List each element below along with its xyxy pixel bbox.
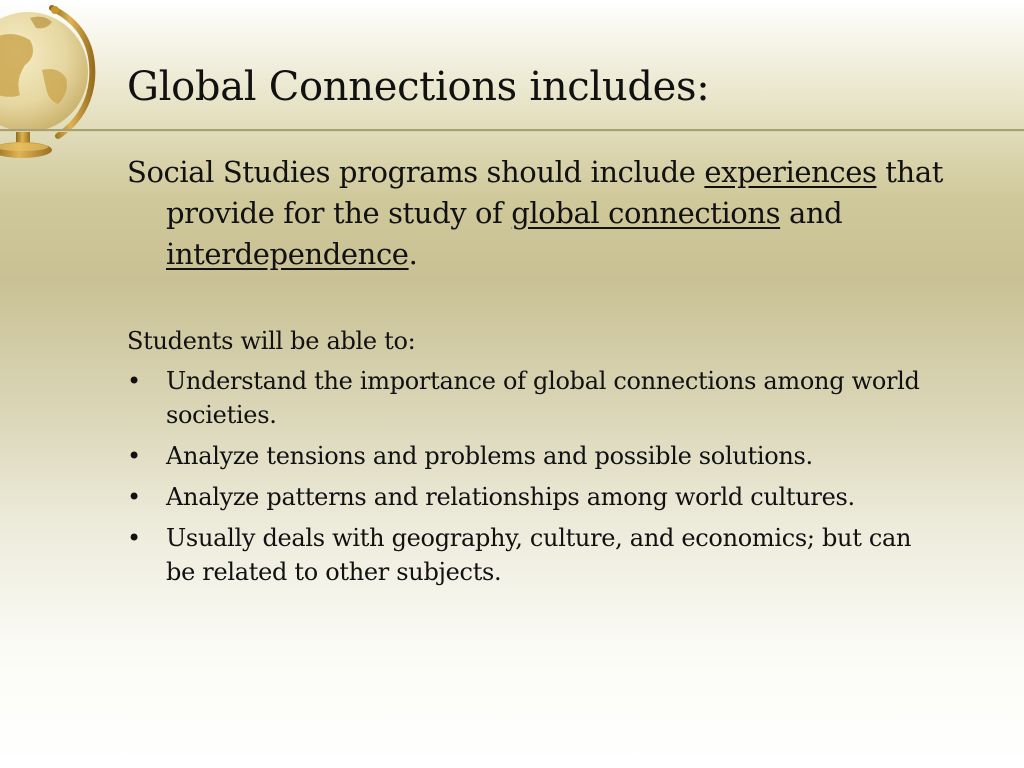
bullet-text: Analyze tensions and problems and possible solutions.: [166, 442, 813, 470]
bullet-text: Analyze patterns and relationships among world cultures.: [166, 483, 855, 511]
bullet-item: [127, 521, 947, 589]
intro-text-4: .: [408, 237, 418, 271]
title-divider-highlight: [0, 131, 1024, 132]
bullet-marker: •: [127, 524, 141, 552]
intro-text-3: and: [780, 196, 843, 230]
intro-text-2: that provide for the study of: [166, 155, 943, 230]
slide-title: Global Connections includes:: [127, 64, 710, 110]
bullet-text: Understand the importance of global connections among world societies.: [166, 367, 920, 429]
bullet-item: [127, 480, 947, 514]
bullet-item: [127, 439, 947, 473]
bullet-marker: •: [127, 442, 141, 470]
intro-text-1: Social Studies programs should include: [127, 155, 705, 189]
underlined-term-experiences: experiences: [704, 155, 877, 189]
bullet-marker: •: [127, 483, 141, 511]
bullet-marker: •: [127, 367, 141, 395]
bullet-list: [127, 364, 947, 596]
underlined-term-global-connections: global connections: [511, 196, 781, 230]
subheading: Students will be able to:: [127, 327, 416, 355]
intro-paragraph: [127, 152, 1016, 275]
bullet-item: [127, 364, 947, 432]
globe-icon: [0, 0, 100, 170]
underlined-term-interdependence: interdependence: [166, 237, 409, 271]
bullet-text: Usually deals with geography, culture, and economics; but can be related to other subjects.: [166, 524, 912, 586]
